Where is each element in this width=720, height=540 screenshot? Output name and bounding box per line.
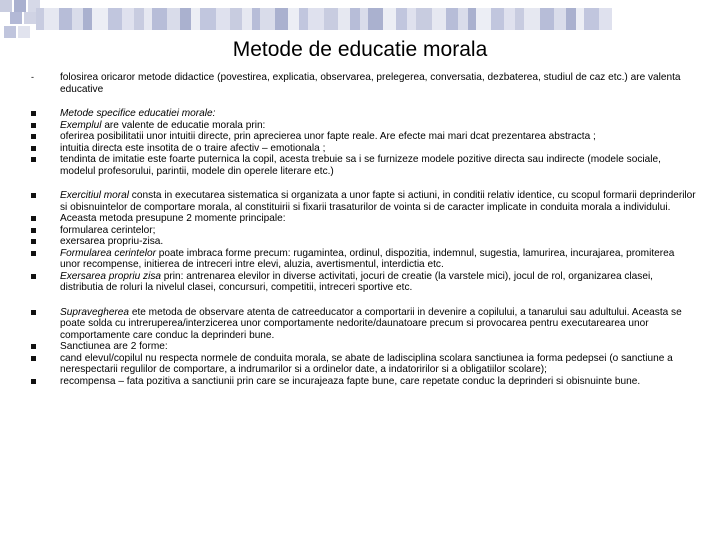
list-item [24,72,696,95]
list-item [24,376,696,388]
decorative-stripe [36,8,720,30]
item-body: formularea cerintelor; [60,224,156,236]
list-item [24,307,696,342]
list-item-text [60,154,696,177]
list-item [24,213,696,225]
list-item [24,131,696,143]
item-body: cand elevul/copilul nu respecta normele de conduita morala, se abate de ladisciplina scolara sanctiunea ia forma pedepsei (o sanctiune a nerespectarii regulilor de comportare, a indrumarilor si a ordinelor date, a indatoririlor si a obligatiilor scolare); [60,352,673,375]
square-bullet-icon [24,143,60,155]
square-bullet-icon [24,248,60,271]
square-bullet-icon [24,120,60,132]
emphasis-term: Supravegherea [60,306,130,318]
square-bullet-icon [24,236,60,248]
square-bullet-icon [24,154,60,177]
square-bullet-icon [24,376,60,388]
square-bullet-icon [24,341,60,353]
emphasis-term: Exersarea propriu zisa [60,270,161,282]
list-item-text [60,353,696,376]
item-body: Sanctiunea are 2 forme: [60,341,168,352]
item-body: tendinta de imitatie este foarte puternica la copil, acesta trebuie sa i se furnizeze modele pozitive directa sau indirecte (modele sociale, modelul profesorului, parintii, modele din operele literare etc.) [60,154,661,177]
dash-bullet-icon: - [31,72,34,82]
list-item [24,248,696,271]
square-bullet-icon [24,353,60,376]
item-body: intuitia directa este insotita de o traire afectiv – emotionala ; [60,142,326,154]
item-body: consta in executarea sistematica si organizata a unor fapte si actiuni, in conditii relativ identice, cu scopul formarii deprinderilor si obisnuintelor de comportare morala, al constituirii si fixarii trasaturilor de vointa si de caracter implicate in conduita morala a individului. [60,190,696,213]
list-item [24,143,696,155]
list-item [24,108,696,120]
square-bullet-icon [24,131,60,143]
list-item [24,236,696,248]
list-item [24,190,696,213]
list-item [24,271,696,294]
emphasis-term: Formularea cerintelor [60,247,156,259]
item-body: Aceasta metoda presupune 2 momente principale: [60,213,286,224]
list-item-text [60,376,696,388]
square-bullet-icon [24,307,60,342]
bullet-list [24,72,696,387]
list-item-text [60,271,696,294]
item-body: are valente de educatie morala prin: [101,119,266,131]
list-item-text [60,190,696,213]
item-body: folosirea oricaror metode didactice (povestirea, explicatia, observarea, prelegerea, conversatia, dezbaterea, studiul de caz etc.) are valenta educative [60,72,681,95]
list-item [24,353,696,376]
square-bullet-icon [24,108,60,120]
list-item [24,225,696,237]
square-bullet-icon [24,225,60,237]
list-item-text [60,120,696,132]
square-bullet-icon [24,271,60,294]
list-item [24,120,696,132]
list-item [24,341,696,353]
item-body: prin: antrenarea elevilor in diverse activitati, jocuri de creatie (la varstele mici), jocul de rol, organizarea clasei, distributia de roluri la nivelul clasei, concursuri, competitii, intreceri sportive etc. [60,270,653,293]
item-body: oferirea posibilitatii unor intuitii directe, prin aprecierea unor fapte reale. Are efecte mai mari dcat prezentarea abstracta ; [60,131,596,142]
emphasis-term: Exercitiul moral [60,190,129,201]
square-bullet-icon [24,190,60,213]
list-item [24,154,696,177]
item-body: recompensa – fata pozitiva a sanctiunii prin care se incurajeaza fapte bune, care repetate conduc la deprinderi si obisnuinte bune. [60,375,641,387]
item-body: poate imbraca forme precum: rugamintea, ordinul, dispozitia, indemnul, sugestia, lamurirea, incurajarea, promiterea unor recompense, initierea de intreceri intre elevi, aluzia, avertismentul, interdictia etc. [60,247,675,270]
list-item-text [60,143,696,155]
list-item-text [60,108,696,120]
list-item-text [60,72,696,95]
page-title: Metode de educatie morala [232,38,488,61]
square-bullet-icon [24,213,60,225]
emphasis-term: Exemplul [60,119,102,131]
list-item-text [60,248,696,271]
list-item-text [60,213,696,225]
list-item-text [60,225,696,237]
item-body: ete metoda de observare atenta de catreeducator a comportarii in devenire a copilului, a tanarului sau adultului. Aceasta se poate solda cu intreruperea/interzicerea unor comportamente nedorite/daunatoare precum si provocarea pentru executarearea unor comportamente care conduc la deprinderi bune. [60,306,682,341]
list-item-text [60,341,696,353]
item-body: exersarea propriu-zisa. [60,236,164,247]
list-item-text [60,131,696,143]
list-item-text [60,236,696,248]
emphasis-term: Metode specifice educatiei morale: [60,108,216,119]
list-item-text [60,307,696,342]
